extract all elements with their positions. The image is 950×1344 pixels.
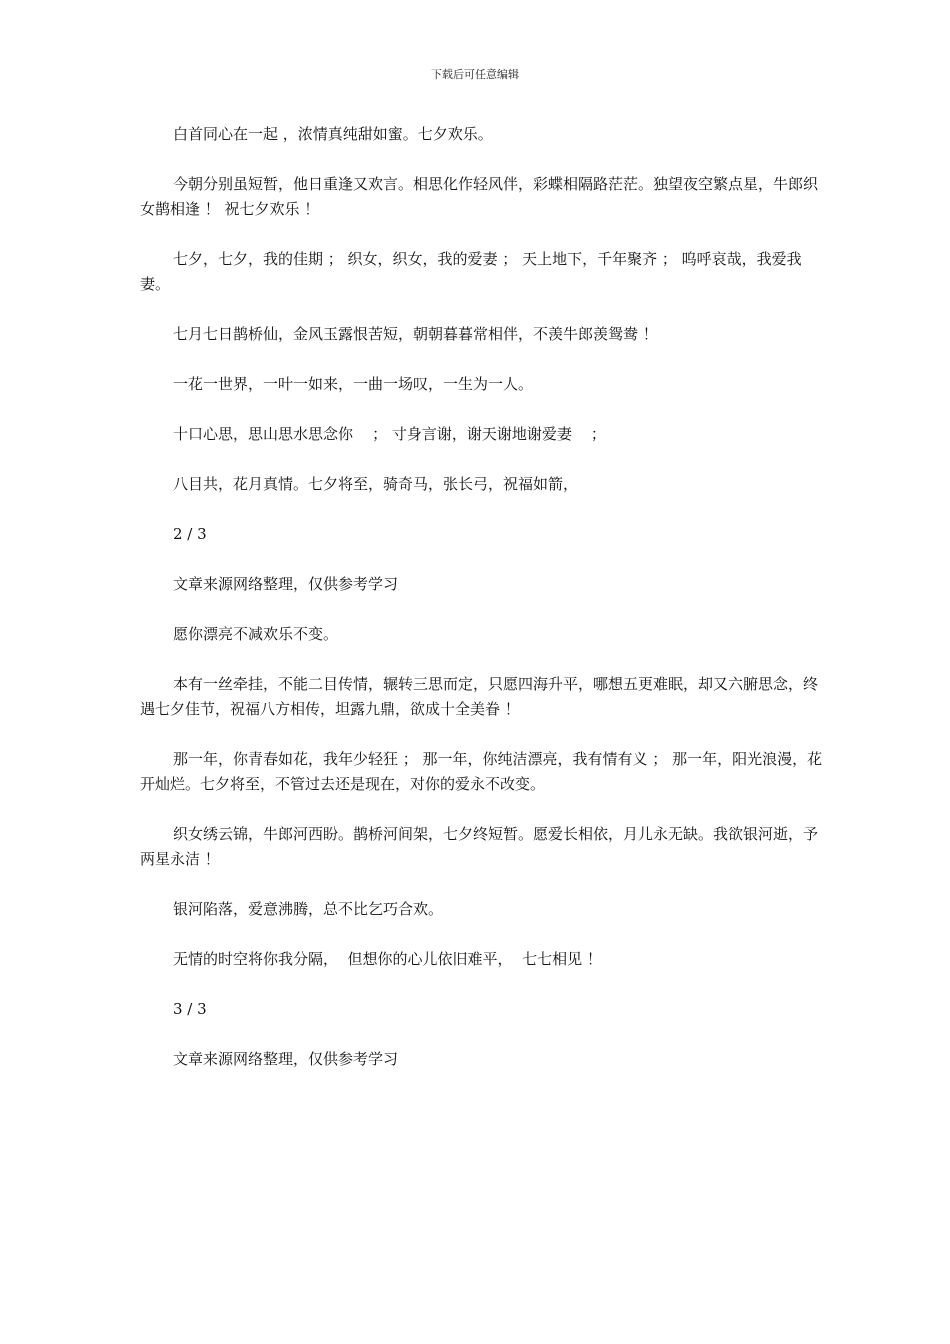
source-note: 文章来源网络整理，仅供参考学习 bbox=[173, 575, 399, 593]
page-number: 2 / 3 bbox=[173, 525, 207, 543]
paragraph: 七夕，七夕，我的佳期 ； 织女，织女，我的爱妻 ； 天上地下，千年聚齐 ； 呜呼哀哉，我爱我妻。 bbox=[140, 250, 802, 293]
document-body bbox=[140, 122, 830, 1097]
paragraph: 八目共，花月真情。七夕将至，骑奇马，张长弓，祝福如箭， bbox=[173, 475, 579, 493]
paragraph: 今朝分别虽短暂，他日重逢又欢言。相思化作轻风伴，彩蝶相隔路茫茫。独望夜空繁点星，牛郎织女鹊相逢 ！ 祝七夕欢乐 ！ bbox=[140, 175, 819, 218]
paragraph: 无情的时空将你我分隔， 但想你的心儿依旧难平， 七七相见 ！ bbox=[173, 950, 602, 968]
paragraph: 愿你漂亮不减欢乐不变。 bbox=[173, 625, 339, 643]
paragraph: 织女绣云锦，牛郎河西盼。鹊桥河间架，七夕终短暂。愿爱长相依，月儿永无缺。我欲银河逝，予两星永洁 ！ bbox=[140, 825, 819, 868]
paragraph: 七月七日鹊桥仙，金风玉露恨苦短，朝朝暮暮常相伴，不羡牛郎羡鸳鸯 ！ bbox=[173, 325, 658, 343]
paragraph: 白首同心在一起 ，浓情真纯甜如蜜。七夕欢乐。 bbox=[173, 125, 493, 143]
paragraph: 十口心思，思山思水思念你 ； 寸身言谢，谢天谢地谢爱妻 ； bbox=[173, 425, 606, 443]
page-number: 3 / 3 bbox=[173, 1000, 207, 1018]
page-header: 下载后可任意编辑 bbox=[431, 68, 519, 81]
source-note: 文章来源网络整理，仅供参考学习 bbox=[173, 1050, 399, 1068]
paragraph: 银河陷落，爱意沸腾，总不比乞巧合欢。 bbox=[173, 900, 444, 918]
paragraph: 一花一世界，一叶一如来，一曲一场叹，一生为一人。 bbox=[173, 375, 534, 393]
paragraph: 本有一丝牵挂，不能二目传情，辗转三思而定，只愿四海升平，哪想五更难眠，却又六腑思念，终遇七夕佳节，祝福八方相传，坦露九鼎，欲成十全美眷 ！ bbox=[140, 675, 819, 718]
paragraph: 那一年，你青春如花，我年少轻狂 ； 那一年，你纯洁漂亮，我有情有义 ； 那一年，阳光浪漫，花开灿烂。七夕将至，不管过去还是现在，对你的爱永不改变。 bbox=[140, 750, 823, 793]
